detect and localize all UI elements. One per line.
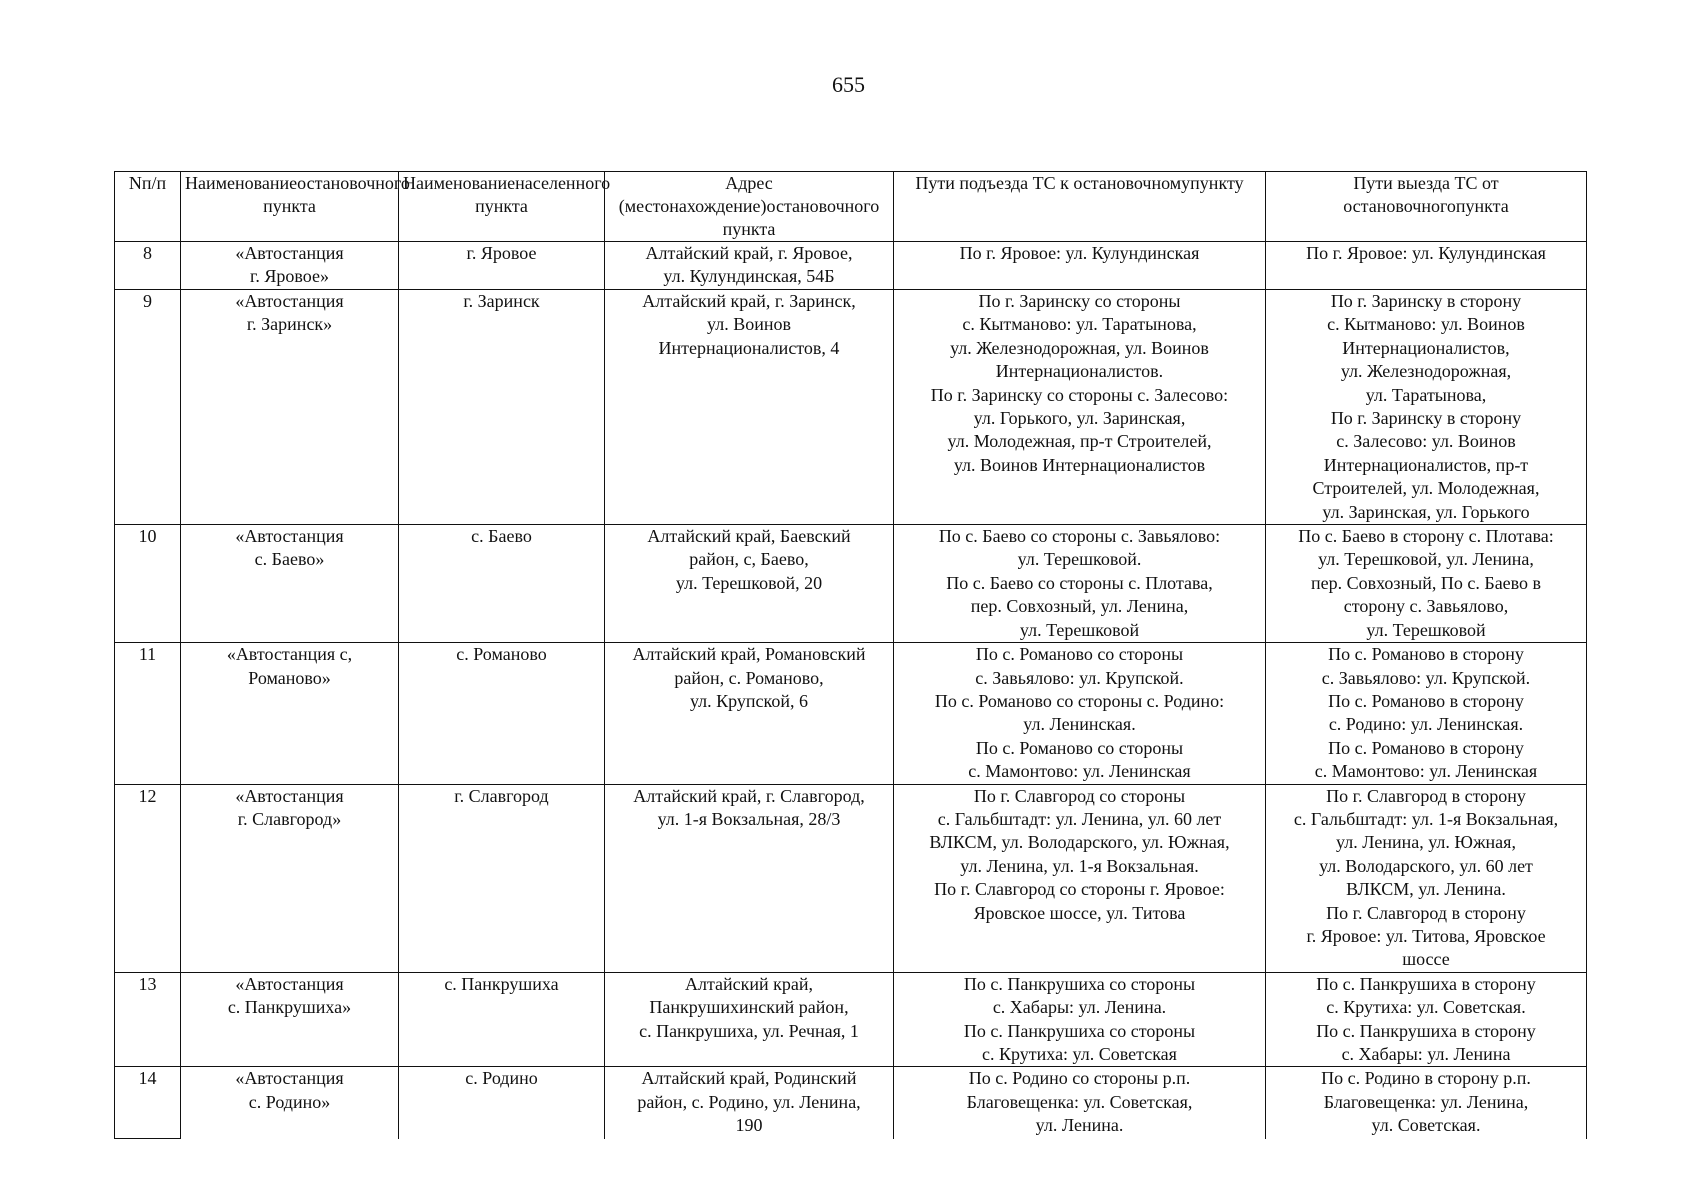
cell-text-line: N bbox=[128, 173, 142, 193]
cell-text-line: По с. Баево со стороны с. Плотава, bbox=[946, 572, 1213, 593]
cell-text-line: с. Родино» bbox=[248, 1091, 331, 1112]
cell-text-line: По с. Романово со стороны bbox=[975, 644, 1184, 665]
cell-text-line: По с. Романово со стороны bbox=[975, 737, 1184, 758]
cell-text-line: По с. Романово в сторону bbox=[1328, 690, 1524, 711]
cell-text-line: По с. Родино в сторону р.п. bbox=[1321, 1068, 1531, 1089]
table-row bbox=[115, 525, 1587, 643]
cell-text-line: с. Мамонтово: ул. Ленинская bbox=[1314, 761, 1538, 782]
cell-text-line: ул. Крупской, 6 bbox=[689, 690, 809, 711]
cell-text-line: По с. Баево в сторону с. Плотава: bbox=[1298, 526, 1554, 547]
cell-text-line: г. Заринск bbox=[463, 291, 540, 311]
cell-text-line: По г. Заринску со стороны bbox=[978, 291, 1181, 311]
cell-text-line: ул. Горького, ул. Заринская, bbox=[973, 408, 1186, 429]
cell-text-line: ул. Володарского, ул. 60 лет bbox=[1319, 855, 1533, 876]
cell-text-line: г. Славгород» bbox=[237, 808, 342, 829]
cell-text-line: По с. Панкрушиха со стороны bbox=[963, 973, 1196, 994]
cell-text-line: с. Завьялово: ул. Крупской. bbox=[1321, 667, 1531, 688]
cell-locality bbox=[399, 643, 605, 784]
cell-text-line: Интернационалистов, 4 bbox=[658, 337, 840, 358]
cell-text-line: По г. Славгород в сторону bbox=[1326, 785, 1526, 806]
cell-number bbox=[115, 525, 181, 643]
cell-text-line: с. Романово bbox=[456, 644, 547, 665]
table-row bbox=[115, 972, 1587, 1067]
table-header-row bbox=[115, 172, 1587, 242]
cell-text-line: г. Заринск» bbox=[246, 314, 333, 335]
cell-text-line: По г. Славгород в сторону bbox=[1326, 902, 1526, 923]
cell-text-line: По с. Панкрушиха в сторону bbox=[1316, 1020, 1536, 1041]
cell-text-line: По с. Панкрушиха в сторону bbox=[1316, 973, 1536, 994]
cell-text-line: район, с. Родино, ул. Ленина, bbox=[637, 1091, 861, 1112]
cell-text-line: ул. Терешковой. bbox=[1017, 549, 1142, 570]
cell-text-line: Благовещенка: ул. Ленина, bbox=[1323, 1091, 1529, 1112]
cell-text-line: «Автостанция bbox=[235, 973, 344, 994]
cell-text-line: с. Родино bbox=[465, 1068, 538, 1089]
cell-text-line: ул. Терешковой bbox=[1366, 619, 1486, 640]
cell-text-line: с. Панкрушиха, ул. Речная, 1 bbox=[639, 1020, 859, 1041]
cell-text-line: п/п bbox=[141, 173, 167, 193]
cell-text-line: ул. Таратынова, bbox=[1365, 384, 1487, 405]
cell-text-line: По г. Яровое: ул. Кулундинская bbox=[959, 243, 1200, 263]
cell-text-line: По г. Заринску в сторону bbox=[1330, 291, 1522, 311]
cell-text-line: ул. Ленина, ул. 1-я Вокзальная. bbox=[960, 855, 1199, 876]
header-entry-routes bbox=[894, 172, 1266, 242]
cell-text-line: Алтайский край, г. Яровое, bbox=[645, 243, 853, 263]
cell-text-line: 9 bbox=[143, 291, 152, 311]
cell-entry-routes bbox=[894, 290, 1266, 525]
cell-text-line: «Автостанция bbox=[235, 243, 344, 263]
cell-text-line: Алтайский край, г. Славгород, bbox=[633, 785, 865, 806]
cell-text-line: Пути подъезда ТС к остановочному bbox=[915, 173, 1191, 193]
cell-text-line: По с. Романово со стороны с. Родино: bbox=[934, 690, 1225, 711]
cell-number bbox=[115, 242, 181, 290]
cell-exit-routes bbox=[1266, 1067, 1587, 1139]
cell-text-line: район, с. Романово, bbox=[674, 667, 824, 688]
cell-text-line: ул. Заринская, ул. Горького bbox=[1322, 501, 1530, 522]
cell-text-line: населенного пункта bbox=[475, 173, 611, 216]
cell-text-line: По г. Заринску со стороны с. Залесово: bbox=[930, 384, 1229, 405]
cell-exit-routes bbox=[1266, 784, 1587, 972]
cell-text-line: с. Крутиха: ул. Советская bbox=[982, 1044, 1177, 1064]
cell-text-line: сторону с. Завьялово, bbox=[1343, 596, 1509, 617]
cell-text-line: Наименование bbox=[403, 173, 516, 193]
cell-text-line: Благовещенка: ул. Советская, bbox=[966, 1091, 1193, 1112]
cell-locality bbox=[399, 290, 605, 525]
cell-text-line: ул. Ленина. bbox=[1035, 1115, 1124, 1136]
cell-text-line: с. Кытманово: ул. Воинов bbox=[1327, 314, 1525, 335]
header-locality bbox=[399, 172, 611, 242]
cell-text-line: ВЛКСМ, ул. Ленина. bbox=[1346, 879, 1506, 900]
cell-text-line: г. Яровое: ул. Титова, Яровское bbox=[1306, 925, 1546, 946]
cell-text-line: остановочного пункта bbox=[722, 196, 880, 239]
cell-text-line: район, с, Баево, bbox=[689, 549, 809, 570]
cell-text-line: с. Баево bbox=[471, 526, 532, 547]
cell-text-line: «Автостанция с, bbox=[226, 644, 353, 665]
cell-text-line: Строителей, ул. Молодежная, bbox=[1312, 478, 1540, 499]
cell-text-line: 8 bbox=[143, 243, 152, 263]
cell-address bbox=[605, 972, 894, 1067]
cell-text-line: Алтайский край, bbox=[684, 973, 814, 994]
cell-text-line: пер. Совхозный, ул. Ленина, bbox=[970, 596, 1189, 617]
cell-locality bbox=[399, 242, 605, 290]
header-address bbox=[605, 172, 894, 242]
header-stop-name bbox=[181, 172, 410, 242]
cell-address bbox=[605, 784, 894, 972]
cell-text-line: По г. Заринску в сторону bbox=[1330, 408, 1522, 429]
cell-stop-name bbox=[181, 643, 399, 784]
cell-text-line: с. Панкрушиха bbox=[444, 973, 559, 994]
cell-text-line: По с. Родино со стороны р.п. bbox=[968, 1068, 1191, 1089]
cell-stop-name bbox=[181, 1067, 399, 1139]
cell-text-line: пункту bbox=[1190, 173, 1244, 193]
cell-entry-routes bbox=[894, 972, 1266, 1067]
cell-stop-name bbox=[181, 525, 399, 643]
table-row bbox=[115, 643, 1587, 784]
page-number: 655 bbox=[832, 72, 865, 97]
cell-text-line: «Автостанция bbox=[235, 1068, 344, 1089]
cell-text-line: пер. Совхозный, По с. Баево в bbox=[1310, 572, 1542, 593]
cell-text-line: с. Родино: ул. Ленинская. bbox=[1328, 714, 1524, 735]
cell-text-line: с. Гальбштадт: ул. 1-я Вокзальная, bbox=[1293, 808, 1559, 829]
cell-text-line: 10 bbox=[138, 526, 157, 547]
cell-text-line: с. Хабары: ул. Ленина bbox=[1341, 1044, 1511, 1064]
cell-text-line: По с. Романово в сторону bbox=[1328, 644, 1524, 665]
cell-text-line: 14 bbox=[138, 1068, 157, 1089]
header-exit-routes bbox=[1266, 172, 1587, 242]
cell-text-line: шоссе bbox=[1402, 949, 1450, 970]
cell-number bbox=[115, 290, 181, 525]
cell-locality bbox=[399, 784, 605, 972]
cell-text-line: ВЛКСМ, ул. Володарского, ул. Южная, bbox=[929, 832, 1230, 853]
cell-text-line: с. Хабары: ул. Ленина. bbox=[992, 997, 1167, 1018]
cell-number bbox=[115, 972, 181, 1067]
cell-text-line: Алтайский край, Баевский bbox=[647, 526, 851, 547]
routes-table bbox=[114, 171, 1587, 1139]
cell-address bbox=[605, 525, 894, 643]
cell-address bbox=[605, 290, 894, 525]
cell-text-line: ул. Железнодорожная, ул. Воинов bbox=[950, 337, 1209, 358]
table-row bbox=[115, 784, 1587, 972]
cell-text-line: Яровское шоссе, ул. Титова bbox=[973, 902, 1186, 923]
cell-entry-routes bbox=[894, 525, 1266, 643]
cell-text-line: г. Славгород bbox=[454, 785, 549, 806]
cell-text-line: ул. Молодежная, пр-т Строителей, bbox=[947, 431, 1212, 452]
cell-exit-routes bbox=[1266, 643, 1587, 784]
cell-address bbox=[605, 242, 894, 290]
cell-text-line: г. Яровое bbox=[466, 243, 537, 263]
cell-text-line: Алтайский край, Родинский bbox=[641, 1068, 857, 1089]
cell-text-line: Наименование bbox=[185, 173, 298, 193]
cell-text-line: с. Гальбштадт: ул. Ленина, ул. 60 лет bbox=[937, 808, 1222, 829]
cell-text-line: Пути выезда ТС от остановочного bbox=[1343, 173, 1499, 216]
cell-locality bbox=[399, 525, 605, 643]
cell-text-line: По г. Славгород со стороны bbox=[973, 785, 1186, 806]
cell-text-line: с. Завьялово: ул. Крупской. bbox=[975, 667, 1184, 688]
cell-text-line: Алтайский край, г. Заринск, bbox=[642, 291, 856, 311]
cell-text-line: Интернационалистов, пр-т bbox=[1323, 454, 1529, 475]
cell-text-line: ул. Ленинская. bbox=[1023, 714, 1136, 735]
cell-text-line: «Автостанция bbox=[235, 291, 344, 311]
cell-text-line: ул. 1-я Вокзальная, 28/3 bbox=[657, 808, 841, 829]
cell-number bbox=[115, 1067, 181, 1139]
cell-text-line: «Автостанция bbox=[235, 526, 344, 547]
header-number bbox=[115, 172, 181, 242]
cell-text-line: ул. Железнодорожная, bbox=[1340, 361, 1512, 382]
cell-text-line: 12 bbox=[138, 785, 157, 806]
cell-text-line: ул. Кулундинская, 54Б bbox=[663, 266, 835, 287]
cell-exit-routes bbox=[1266, 972, 1587, 1067]
cell-text-line: с. Баево» bbox=[254, 549, 325, 570]
cell-address bbox=[605, 1067, 894, 1139]
cell-text-line: 190 bbox=[735, 1115, 763, 1136]
cell-stop-name bbox=[181, 290, 399, 525]
cell-text-line: с. Крутиха: ул. Советская. bbox=[1326, 997, 1526, 1018]
cell-number bbox=[115, 784, 181, 972]
cell-text-line: г. Яровое» bbox=[250, 266, 329, 287]
cell-stop-name bbox=[181, 972, 399, 1067]
cell-text-line: ул. Советская. bbox=[1371, 1115, 1481, 1136]
cell-text-line: 13 bbox=[138, 973, 157, 994]
cell-text-line: Интернационалистов. bbox=[995, 361, 1164, 382]
cell-text-line: Панкрушихинский район, bbox=[649, 997, 849, 1018]
cell-text-line: ул. Воинов Интернационалистов bbox=[953, 454, 1206, 475]
cell-text-line: Романово» bbox=[248, 667, 331, 688]
table-row bbox=[115, 242, 1587, 290]
cell-text-line: ул. Терешковой bbox=[1019, 619, 1140, 640]
cell-entry-routes bbox=[894, 784, 1266, 972]
table-row bbox=[115, 1067, 1587, 1139]
cell-text-line: с. Мамонтово: ул. Ленинская bbox=[968, 761, 1191, 782]
cell-stop-name bbox=[181, 784, 399, 972]
cell-text-line: Интернационалистов, bbox=[1342, 337, 1510, 358]
cell-stop-name bbox=[181, 242, 399, 290]
cell-text-line: с. Залесово: ул. Воинов bbox=[1336, 431, 1516, 452]
cell-text-line: пункта bbox=[1455, 196, 1509, 216]
cell-text-line: Адрес (местонахождение) bbox=[618, 173, 773, 216]
cell-text-line: По с. Романово в сторону bbox=[1328, 737, 1524, 758]
cell-exit-routes bbox=[1266, 290, 1587, 525]
cell-text-line: ул. Воинов bbox=[707, 314, 791, 335]
cell-locality bbox=[399, 972, 605, 1067]
cell-text-line: По г. Яровое: ул. Кулундинская bbox=[1306, 243, 1546, 263]
cell-text-line: с. Панкрушиха» bbox=[227, 997, 352, 1018]
cell-text-line: «Автостанция bbox=[235, 785, 344, 806]
cell-text-line: ул. Терешковой, ул. Ленина, bbox=[1318, 549, 1534, 570]
cell-address bbox=[605, 643, 894, 784]
cell-exit-routes bbox=[1266, 525, 1587, 643]
cell-text-line: ул. Ленина, ул. Южная, bbox=[1336, 832, 1516, 853]
cell-text-line: По г. Славгород со стороны г. Яровое: bbox=[934, 879, 1225, 900]
cell-text-line: Алтайский край, Романовский bbox=[632, 644, 866, 665]
cell-text-line: 11 bbox=[138, 644, 157, 665]
cell-text-line: остановочного пункта bbox=[263, 173, 410, 216]
cell-locality bbox=[399, 1067, 605, 1139]
cell-text-line: ул. Терешковой, 20 bbox=[675, 572, 823, 593]
cell-text-line: с. Кытманово: ул. Таратынова, bbox=[962, 314, 1197, 335]
cell-entry-routes bbox=[894, 1067, 1266, 1139]
cell-text-line: По с. Панкрушиха со стороны bbox=[963, 1020, 1196, 1041]
table-row bbox=[115, 290, 1587, 525]
cell-exit-routes bbox=[1266, 242, 1587, 290]
cell-text-line: По с. Баево со стороны с. Завьялово: bbox=[938, 526, 1221, 547]
cell-entry-routes bbox=[894, 242, 1266, 290]
cell-number bbox=[115, 643, 181, 784]
cell-entry-routes bbox=[894, 643, 1266, 784]
